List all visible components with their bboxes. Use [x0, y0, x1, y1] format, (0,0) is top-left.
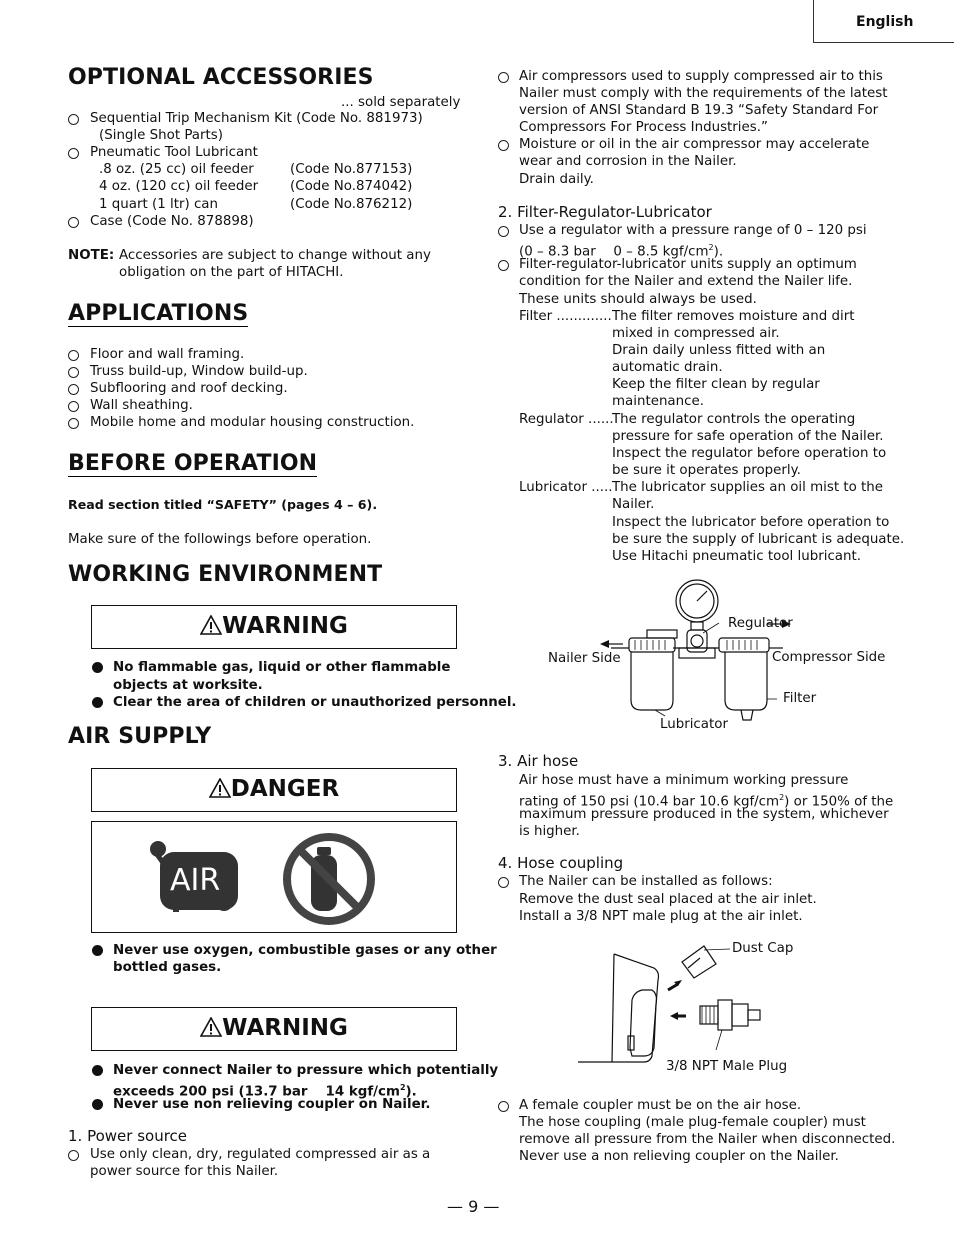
lubricator-text: Nailer.: [612, 497, 655, 512]
air-hose-text: Air hose must have a minimum working pressure: [519, 773, 849, 788]
before-operation-title: BEFORE OPERATION: [68, 451, 318, 476]
lubricator-label: Lubricator .....: [519, 480, 613, 495]
male-plug-label: 3/8 NPT Male Plug: [666, 1059, 788, 1074]
warning-box: [91, 605, 457, 649]
warning-bullet: No flammable gas, liquid or other flammable: [113, 660, 451, 675]
accessory-item: Case (Code No. 878898): [90, 214, 254, 229]
circle-bullet-icon: [498, 1101, 509, 1112]
warning-box-2: [91, 1007, 457, 1051]
svg-text:AIR: AIR: [170, 863, 221, 898]
dust-cap-label: Dust Cap: [732, 941, 794, 956]
air-hose-text: maximum pressure produced in the system, whichever: [519, 807, 889, 822]
accessory-item: (Single Shot Parts): [99, 128, 223, 143]
application-item: Wall sheathing.: [90, 398, 193, 413]
coupling-text: Remove the dust seal placed at the air inlet.: [519, 892, 817, 907]
circle-bullet-icon: [68, 418, 79, 429]
frl-text: (0 – 8.3 bar 0 – 8.5 kgf/$cm^2$).: [519, 243, 724, 260]
diagram-regulator-label: Regulator: [728, 616, 793, 631]
circle-bullet-icon: [68, 1150, 79, 1161]
circle-bullet-icon: [498, 140, 509, 151]
regulator-label: Regulator ......: [519, 412, 614, 427]
female-coupler-text: A female coupler must be on the air hose.: [519, 1098, 802, 1113]
circle-bullet-icon: [68, 148, 79, 159]
accessory-code: (Code No.877153): [290, 162, 413, 177]
warning-label: WARNING: [222, 613, 348, 639]
warning-bullet: Clear the area of children or unauthorized personnel.: [113, 695, 517, 710]
working-environment-title: WORKING ENVIRONMENT: [68, 562, 383, 587]
diagram-compressor-side-label: Compressor Side: [772, 650, 886, 665]
frl-text: Use a regulator with a pressure range of 0 – 120 psi: [519, 223, 867, 238]
regulator-text: be sure it operates properly.: [612, 463, 801, 478]
regulator-text: Inspect the regulator before operation to: [612, 446, 887, 461]
moisture-text: wear and corrosion in the Nailer.: [519, 154, 737, 169]
accessory-item: .8 oz. (25 cc) oil feeder: [99, 162, 254, 177]
coupling-diagram: [574, 938, 774, 1068]
circle-bullet-icon: [68, 350, 79, 361]
application-item: Floor and wall framing.: [90, 347, 245, 362]
frl-text: condition for the Nailer and extend the Nailer life.: [519, 274, 853, 289]
regulator-text: pressure for safe operation of the Nailer.: [612, 429, 884, 444]
circle-bullet-icon: [68, 114, 79, 125]
note-label: NOTE:: [68, 248, 115, 263]
power-source-text: Use only clean, dry, regulated compressed air as a: [90, 1147, 431, 1162]
diagram-filter-label: Filter: [783, 691, 817, 706]
bullet-dot-icon: [92, 945, 103, 956]
female-coupler-text: remove all pressure from the Nailer when disconnected.: [519, 1132, 896, 1147]
warning-triangle-icon: [200, 615, 222, 635]
sold-separately: ... sold separately: [341, 95, 461, 110]
frl-text: These units should always be used.: [519, 292, 757, 307]
coupling-text: The Nailer can be installed as follows:: [519, 874, 773, 889]
circle-bullet-icon: [68, 217, 79, 228]
warning-bullet: exceeds 200 psi (13.7 bar 14 kgf/$cm^2$).: [113, 1083, 417, 1100]
circle-bullet-icon: [498, 260, 509, 271]
lubricator-text: The lubricator supplies an oil mist to the: [612, 480, 884, 495]
filter-text: mixed in compressed air.: [612, 326, 780, 341]
optional-accessories-title: OPTIONAL ACCESSORIES: [68, 65, 374, 90]
warning-bullet: objects at worksite.: [113, 678, 263, 693]
danger-label: DANGER: [230, 776, 340, 802]
read-safety-text: Read section titled “SAFETY” (pages 4 – 6).: [68, 497, 378, 512]
accessory-item: Pneumatic Tool Lubricant: [90, 145, 258, 160]
frl-text: Filter-regulator-lubricator units supply an optimum: [519, 257, 857, 272]
diagram-lubricator-label: Lubricator: [660, 717, 728, 732]
female-coupler-text: Never use a non relieving coupler on the Nailer.: [519, 1149, 839, 1164]
female-coupler-text: The hose coupling (male plug-female coupler) must: [519, 1115, 866, 1130]
accessory-code: (Code No.874042): [290, 179, 413, 194]
no-bottled-gas-icon: [279, 827, 379, 927]
accessory-item: 1 quart (1 ltr) can: [99, 197, 218, 212]
application-item: Mobile home and modular housing construction.: [90, 415, 415, 430]
filter-text: Keep the filter clean by regular: [612, 377, 820, 392]
moisture-text: Drain daily.: [519, 172, 594, 187]
filter-text: The filter removes moisture and dirt: [612, 309, 855, 324]
air-hose-text: is higher.: [519, 824, 580, 839]
page-number: — 9 —: [447, 1197, 500, 1216]
compressor-text: Nailer must comply with the requirements of the latest: [519, 86, 888, 101]
danger-bullet: bottled gases.: [113, 960, 222, 975]
power-source-text: power source for this Nailer.: [90, 1164, 279, 1179]
air-supply-title: AIR SUPPLY: [68, 724, 212, 749]
lubricator-text: be sure the supply of lubricant is adequate.: [612, 532, 905, 547]
bullet-dot-icon: [92, 697, 103, 708]
note-text: Accessories are subject to change without any: [119, 248, 431, 263]
air-hose-text: rating of 150 psi (10.4 bar 10.6 kgf/$cm^2$) or 150% of the: [519, 793, 894, 810]
circle-bullet-icon: [68, 401, 79, 412]
hose-coupling-heading: 4. Hose coupling: [498, 854, 624, 872]
danger-bullet: Never use oxygen, combustible gases or any other: [113, 943, 497, 958]
warning-triangle-icon: [200, 1017, 222, 1037]
make-sure-text: Make sure of the followings before operation.: [68, 532, 372, 547]
warning-label: WARNING: [222, 1015, 348, 1041]
warning-triangle-icon: [209, 778, 231, 798]
compressor-text: Air compressors used to supply compressed air to this: [519, 69, 883, 84]
compressor-text: Compressors For Process Industries.”: [519, 120, 768, 135]
lubricator-text: Use Hitachi pneumatic tool lubricant.: [612, 549, 862, 564]
application-item: Truss build-up, Window build-up.: [90, 364, 308, 379]
air-hose-heading: 3. Air hose: [498, 752, 579, 770]
filter-text: Drain daily unless fitted with an: [612, 343, 826, 358]
warning-bullet: Never connect Nailer to pressure which potentially: [113, 1063, 499, 1078]
bullet-dot-icon: [92, 1099, 103, 1110]
circle-bullet-icon: [68, 367, 79, 378]
lubricator-text: Inspect the lubricator before operation to: [612, 515, 890, 530]
bullet-dot-icon: [92, 1065, 103, 1076]
filter-label: Filter .............: [519, 309, 612, 324]
frl-unit-diagram: [595, 578, 795, 728]
filter-text: automatic drain.: [612, 360, 723, 375]
accessory-code: (Code No.876212): [290, 197, 413, 212]
circle-bullet-icon: [498, 226, 509, 237]
diagram-nailer-side-label: Nailer Side: [548, 651, 621, 666]
language-label: English: [856, 14, 914, 30]
power-source-heading: 1. Power source: [68, 1127, 188, 1145]
application-item: Subflooring and roof decking.: [90, 381, 288, 396]
accessory-item: Sequential Trip Mechanism Kit (Code No. 881973): [90, 111, 423, 126]
air-compressor-icon: [92, 822, 456, 932]
applications-title: APPLICATIONS: [68, 301, 249, 326]
circle-bullet-icon: [68, 384, 79, 395]
regulator-text: The regulator controls the operating: [612, 412, 856, 427]
compressor-text: version of ANSI Standard B 19.3 “Safety Standard For: [519, 103, 879, 118]
filter-text: maintenance.: [612, 394, 704, 409]
accessory-item: 4 oz. (120 cc) oil feeder: [99, 179, 259, 194]
moisture-text: Moisture or oil in the air compressor may accelerate: [519, 137, 870, 152]
frl-heading: 2. Filter-Regulator-Lubricator: [498, 203, 712, 221]
warning-bullet: Never use non relieving coupler on Nailer.: [113, 1097, 431, 1112]
danger-illustration-box: [91, 821, 457, 933]
note-text: obligation on the part of HITACHI.: [119, 265, 344, 280]
circle-bullet-icon: [498, 877, 509, 888]
danger-box: [91, 768, 457, 812]
bullet-dot-icon: [92, 662, 103, 673]
circle-bullet-icon: [498, 72, 509, 83]
language-tab: [813, 0, 954, 43]
coupling-text: Install a 3/8 NPT male plug at the air inlet.: [519, 909, 803, 924]
